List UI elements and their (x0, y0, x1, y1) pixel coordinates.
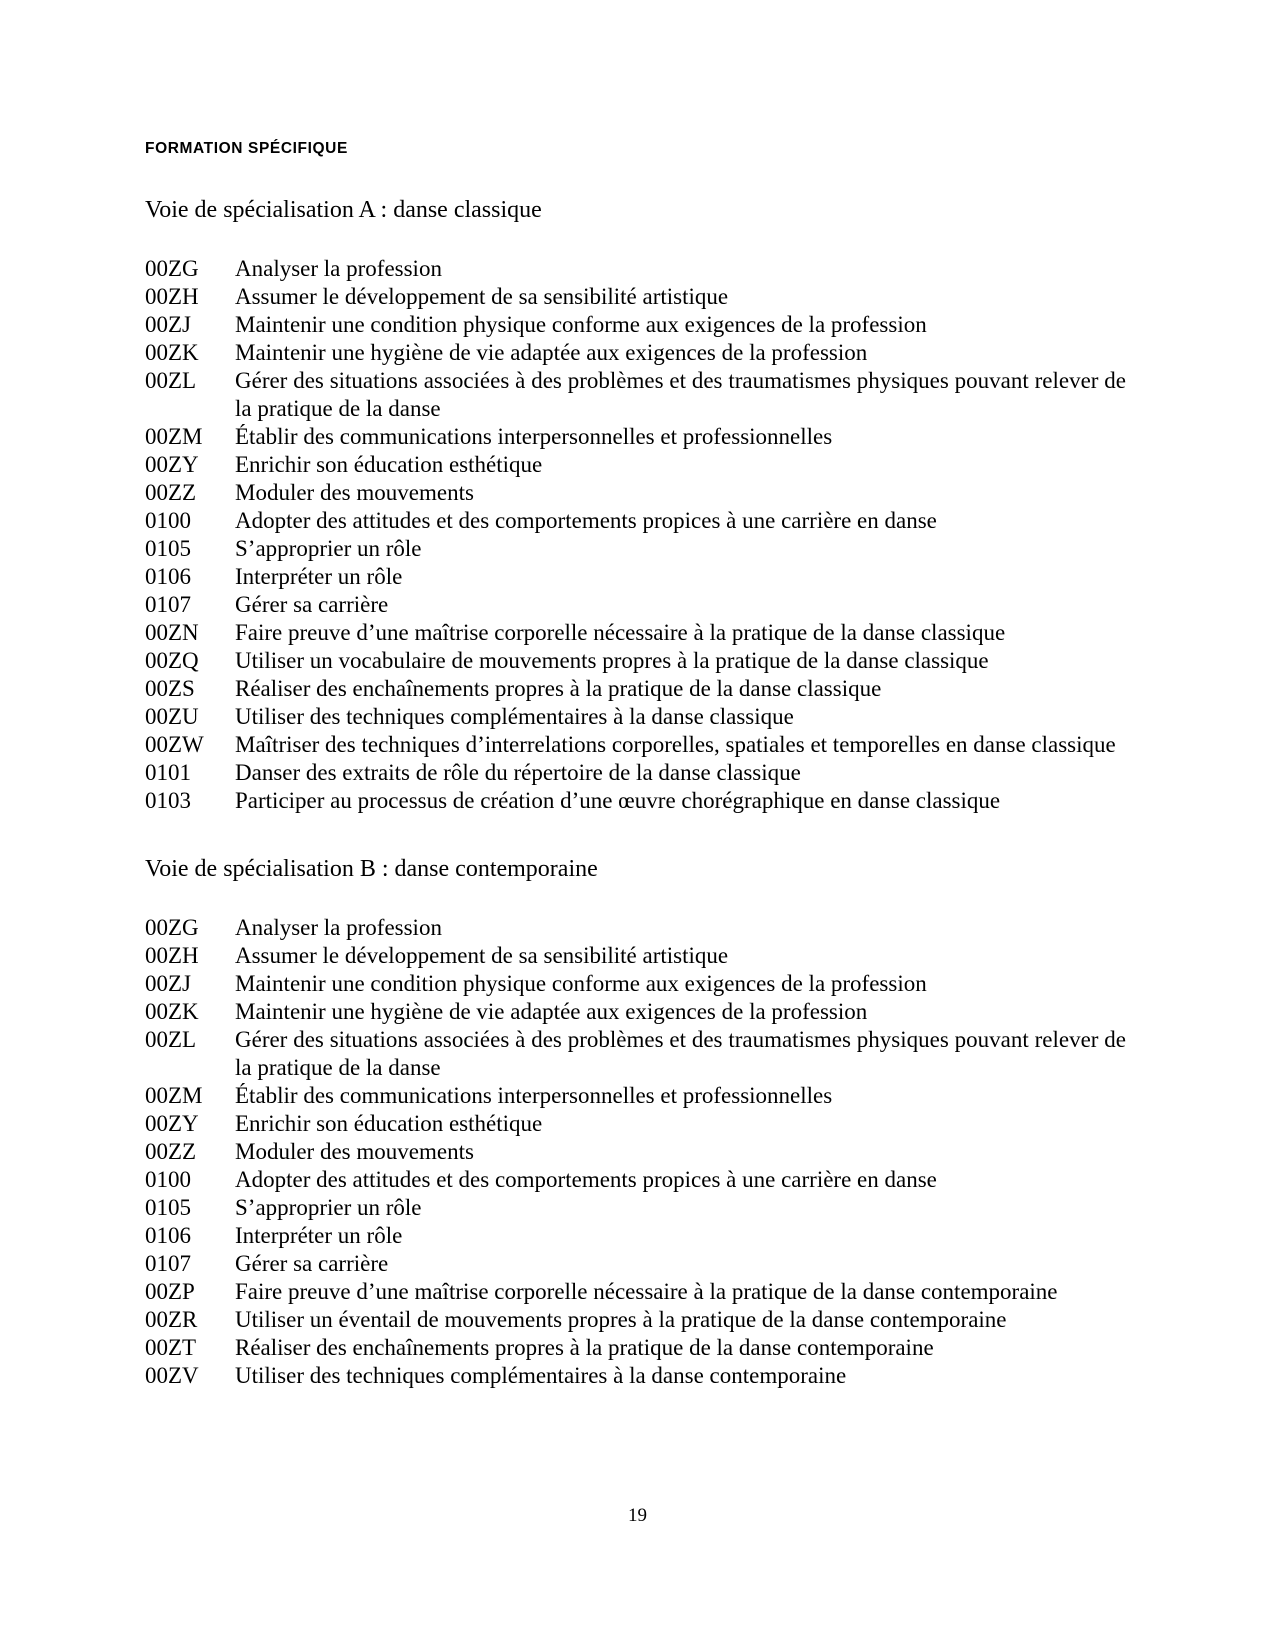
pathway-block-b (145, 855, 1130, 1390)
competency-label: Établir des communications interpersonnelles et professionnelles (235, 423, 833, 449)
competency-code: 00ZN (145, 619, 199, 645)
competency-list-a (145, 255, 1130, 815)
competency-label: Maintenir une condition physique conforme aux exigences de la profession (235, 311, 927, 337)
competency-label: Maintenir une hygiène de vie adaptée aux exigences de la profession (235, 339, 868, 365)
competency-label: Utiliser un vocabulaire de mouvements propres à la pratique de la danse classique (235, 647, 989, 673)
competency-row (145, 759, 1130, 787)
pathway-block-a (145, 196, 1130, 815)
competency-label: Maintenir une condition physique conforme aux exigences de la profession (235, 970, 927, 996)
competency-code: 00ZV (145, 1362, 199, 1388)
competency-code: 00ZQ (145, 647, 199, 673)
competency-code: 0100 (145, 1166, 191, 1192)
competency-label: Analyser la profession (235, 914, 442, 940)
competency-row (145, 423, 1130, 451)
competency-row (145, 787, 1130, 815)
competency-label: Moduler des mouvements (235, 479, 474, 505)
competency-row (145, 1250, 1130, 1278)
competency-code: 00ZY (145, 451, 199, 477)
competency-code: 00ZT (145, 1334, 197, 1360)
competency-label: Maintenir une hygiène de vie adaptée aux exigences de la profession (235, 998, 868, 1024)
competency-code: 00ZS (145, 675, 195, 701)
competency-code: 0107 (145, 1250, 191, 1276)
competency-row (145, 367, 1130, 423)
competency-label: Analyser la profession (235, 255, 442, 281)
competency-label: Enrichir son éducation esthétique (235, 451, 543, 477)
competency-label: Gérer des situations associées à des problèmes et des traumatismes physiques pouvant relever de la pratique de la danse (235, 1026, 1126, 1080)
competency-row (145, 675, 1130, 703)
competency-label: Gérer sa carrière (235, 591, 389, 617)
competency-label: Adopter des attitudes et des comportements propices à une carrière en danse (235, 1166, 937, 1192)
competency-label: Établir des communications interpersonnelles et professionnelles (235, 1082, 833, 1108)
competency-label: Gérer sa carrière (235, 1250, 389, 1276)
competency-code: 00ZW (145, 731, 204, 757)
competency-code: 0103 (145, 787, 191, 813)
competency-row (145, 255, 1130, 283)
competency-row (145, 619, 1130, 647)
competency-code: 0100 (145, 507, 191, 533)
competency-code: 00ZL (145, 1026, 197, 1052)
competency-row (145, 1138, 1130, 1166)
competency-row (145, 647, 1130, 675)
competency-row (145, 283, 1130, 311)
pathway-title-b: Voie de spécialisation B : danse contemporaine (145, 855, 598, 882)
competency-label: Enrichir son éducation esthétique (235, 1110, 543, 1136)
competency-row (145, 1278, 1130, 1306)
competency-label: Interpréter un rôle (235, 563, 403, 589)
competency-label: Maîtriser des techniques d’interrelations corporelles, spatiales et temporelles en danse classique (235, 731, 1116, 757)
competency-label: Gérer des situations associées à des problèmes et des traumatismes physiques pouvant relever de la pratique de la danse (235, 367, 1126, 421)
competency-label: Utiliser un éventail de mouvements propres à la pratique de la danse contemporaine (235, 1306, 1007, 1332)
competency-row (145, 479, 1130, 507)
competency-label: S’approprier un rôle (235, 535, 422, 561)
competency-row (145, 1110, 1130, 1138)
competency-row (145, 591, 1130, 619)
competency-row (145, 1222, 1130, 1250)
competency-code: 0105 (145, 535, 191, 561)
competency-label: Participer au processus de création d’une œuvre chorégraphique en danse classique (235, 787, 1001, 813)
competency-code: 00ZM (145, 423, 203, 449)
competency-code: 0107 (145, 591, 191, 617)
competency-label: Assumer le développement de sa sensibilité artistique (235, 942, 729, 968)
competency-row (145, 942, 1130, 970)
competency-code: 00ZG (145, 255, 199, 281)
competency-row (145, 339, 1130, 367)
competency-code: 00ZM (145, 1082, 203, 1108)
page-number: 19 (628, 1505, 647, 1526)
competency-code: 00ZK (145, 339, 199, 365)
competency-code: 00ZY (145, 1110, 199, 1136)
competency-code: 0101 (145, 759, 191, 785)
competency-label: Assumer le développement de sa sensibilité artistique (235, 283, 729, 309)
competency-row (145, 703, 1130, 731)
competency-label: Interpréter un rôle (235, 1222, 403, 1248)
competency-label: Utiliser des techniques complémentaires à la danse contemporaine (235, 1362, 847, 1388)
competency-code: 0106 (145, 563, 191, 589)
competency-row (145, 1334, 1130, 1362)
competency-row (145, 1026, 1130, 1082)
competency-code: 0105 (145, 1194, 191, 1220)
competency-row (145, 311, 1130, 339)
competency-list-b (145, 914, 1130, 1390)
competency-label: Réaliser des enchaînements propres à la pratique de la danse contemporaine (235, 1334, 934, 1360)
competency-code: 00ZK (145, 998, 199, 1024)
pathway-title-a: Voie de spécialisation A : danse classique (145, 197, 542, 223)
competency-label: Adopter des attitudes et des comportements propices à une carrière en danse (235, 507, 937, 533)
competency-label: Danser des extraits de rôle du répertoire de la danse classique (235, 759, 801, 785)
competency-code: 00ZJ (145, 970, 191, 996)
competency-label: Faire preuve d’une maîtrise corporelle nécessaire à la pratique de la danse classique (235, 619, 1006, 645)
competency-code: 00ZU (145, 703, 199, 729)
competency-code: 00ZH (145, 942, 199, 968)
competency-code: 0106 (145, 1222, 191, 1248)
competency-row (145, 535, 1130, 563)
competency-code: 00ZH (145, 283, 199, 309)
competency-label: Utiliser des techniques complémentaires à la danse classique (235, 703, 794, 729)
competency-row (145, 1082, 1130, 1110)
section-heading: FORMATION SPÉCIFIQUE (145, 140, 348, 157)
competency-code: 00ZG (145, 914, 199, 940)
competency-row (145, 451, 1130, 479)
competency-code: 00ZR (145, 1306, 198, 1332)
competency-row (145, 1166, 1130, 1194)
competency-row (145, 998, 1130, 1026)
competency-row (145, 563, 1130, 591)
competency-row (145, 507, 1130, 535)
competency-code: 00ZZ (145, 1138, 197, 1164)
block-spacer (145, 815, 1130, 855)
competency-code: 00ZL (145, 367, 197, 393)
competency-label: Moduler des mouvements (235, 1138, 474, 1164)
competency-row (145, 1362, 1130, 1390)
competency-row (145, 731, 1130, 759)
competency-label: Faire preuve d’une maîtrise corporelle nécessaire à la pratique de la danse contemporaine (235, 1278, 1058, 1304)
competency-row (145, 914, 1130, 942)
competency-code: 00ZP (145, 1278, 195, 1304)
competency-row (145, 1194, 1130, 1222)
competency-code: 00ZJ (145, 311, 191, 337)
competency-row (145, 970, 1130, 998)
competency-label: S’approprier un rôle (235, 1194, 422, 1220)
competency-row (145, 1306, 1130, 1334)
competency-code: 00ZZ (145, 479, 197, 505)
competency-label: Réaliser des enchaînements propres à la pratique de la danse classique (235, 675, 882, 701)
